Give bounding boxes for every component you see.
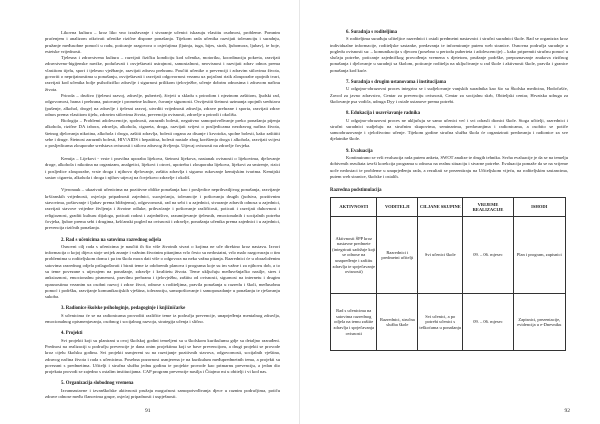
- section-text-edukacija: U odgojno-obrazovni proces ne uključuju se samo učenici već i svi odrasli dionici škole. Stoga učitelji, razrednici i stručni suradnici sudjeluju na stručnim skupovima, seminarima, predavanjima i radionicama, a osobito se potiče samoobrazovanje i cjeloživotno učenje. Tijekom godine stručna služba škola će organizirati predavanja i radionice za sve djelatnike škole.: [330, 117, 568, 142]
- section-text-projekti: Svi projekti koji su planirani u ovoj školskoj godini temeljeni su u školskom kurikulumu gdje su detaljno razrađeni. Prednost na realizaciji u području prevencije je dana onim projektima koji se bave prevencijom, a drugi projekti se provode kroz cijelu školsku godinu. Svi projekti usmjereni su na razvijanje pozitivnih stavova, odgovornosti, socijalnih vještina, zdravog načina života i rada s učenicima. Posebna pozornost usmjerena je na kurikulum međupredmetnih tema, a projekti su povezani s predmetima. Učitelji i stručna služba jednu godinu te projekte provode kao primarnu prevenciju, a jedan dio projekata provodi se zajedno s ostalim institucijama. CAP program prevencije nasilja i Čitajmo mi u obitelji i vi kod nas.: [45, 337, 280, 375]
- section-text-suradnja-roditelji: S roditeljima surađuju učiteljice razrednici i ostali predmetni nastavnici i stručni suradnici škole. Rad se organizira kroz individualne informacije, roditeljske sastanke, predavanja te informiranje putem web stranice. Osnovna područja suradnje u pogledu ovisnosti su: – komunikacija s djecom (posebno u periodu puberteta i adolescencije) – kako pripremiti stručnu pomoć u slučaju potrebe, poticanje zajedničkog provođenja vremena s djetetom, pružanje podrške, prepoznavanje znakova rizičnog ponašanja i djelovanje u suradnji sa školom, poticanje roditelja na uključivanje u rad škole i aktivnosti škole, pravila i granice ponašanja kod kuće.: [330, 36, 568, 73]
- section-heading-suradnja-roditelji: 6. Suradnja s roditeljima: [346, 30, 398, 35]
- right-page: [300, 0, 600, 424]
- section-text-evaluacija: Kontinuirano se vrši evaluacija rada putem anketa, SWOT analize te drugih tehnika. Svrha evaluacije je da se na temelju dobivenih rezultata izvrši korekcija programa u odnosu na realnu situaciju i stvarne potrebe. Evaluacija pomaže da se na vrijeme uoče nedostaci te probleme u unaprjeđenju rada, a rezultati se prezentiraju na Učiteljskom vijeću, na roditeljskim sastancima, putem web stranice, školske i ostalih.: [330, 155, 568, 179]
- header-ishodi: ISHODI: [513, 198, 565, 217]
- paragraph-priroda-drustvo: Priroda – društvo (tjelesni razvoj, zdravlje, pubertet), živjeti u skladu s prirodom i njezinom zaštitom, ljudski rad, odgovornost, hrana i prehrana, putovanje i prometne kulture, čuvanje sigurnosti. Osvijestiti štetnost uzimanja opojnih sredstava (pušenje, alkohol, droge) na zdravlje i tjelesni razvoj, utvrditi vrijednosti zdravlja, zdrave prehrane i sporta, razvijati zdrav odnos prema vlastitom tijelu, zdravim stilovima života, prevencija ovisnosti, zdravlje u prirodi i okolišu.: [45, 92, 280, 117]
- paragraph-biologija: Biologija – Problemi adolescencije, spolnosti, zaraznih bolesti, negativno samopotvrđivanje preko ponašanja pijenja alkohola, rizične DA izbora, zdravlja, alkohola, cigareta, droga, razvijati svijest o posljedicama nezdravog načina života, štetnog djelovanja nikotina, alkohola i droga, zaštiti zdravlja, bolesti organa za disanje i krvotoka, spolne bolesti, kako zaštititi sebe i druge. Štetnost zaraznih bolesti, HIV/AIDS i hepatitisa, bolesti nastale zbog korištenja droga i alkohola, razvijati svijest o posljedicama zlouporabe sredstava ovisnosti i stilova zdravog življenja. Utjecaj ovisnosti na zdravlje čovjeka.: [45, 118, 280, 149]
- paragraph-vjeronauk: Vjeronauk – ukazivati učenicima na pozitivne oblike ponašanja kao i posljedice neprihvatljivog ponašanja, razvijanje kršćanskih vrijednosti, osjećaja pripadnosti zajednici, suosjećanja, tolerancije i poštovanja drugih (judstva, pozitivnim stavovima, poštovanje i ljubav prema bližnjemu), odgovornosti, rad na sebi i u zajednici, stvaranje zdravih odnosa u zajednici, razvijati stavove vrijedne življenja i životne odluke, prihvaćanje i poštovanje različitosti, poticati i razvijati duhovnost i religioznost, graditi kulturu dijaloga, poticati radost i zajedništvo, razumijevanje tjelesnih, emocionalnih i socijalnih potreba čovjeka, ljubav prema sebi i drugima, kršćanski pogled na ovisnosti i zdravlje, ponašanja učenika prema zajednici i u zajednici, prevencija rizičnih ponašanja.: [45, 187, 280, 231]
- header-vrijeme-realizacije: VRIJEME REALIZACIJE: [463, 198, 513, 217]
- table-cell: Razrednici i predmetni učitelji: [377, 217, 418, 294]
- table-cell: 09. – 06. mjesec: [463, 294, 513, 351]
- section-heading-rad-s-ucenicima: 2. Rad s učenicima na satovima razrednog odjela: [61, 237, 162, 243]
- table-cell: Aktivnosti ŠPP kroz nastavne predmete (integrirati sadržaje koji se odnose na unapređenje i zaštitu zdravlja te sprječavanje ovisnosti): [331, 217, 377, 294]
- section-heading-radionice: 3. Radionice školske psihologinje, pedagoginje i knjižničarke: [61, 306, 186, 312]
- section-heading-edukacija: 8. Edukacija i usavršavanje radnika: [346, 111, 420, 117]
- table-cell: Svi učenici, a po potrebi učenici s teškoćama u ponašanju: [418, 294, 463, 351]
- section-text-suradnja-ustanove: U odgojno-obrazovni proces integrira se i sudjelovanje vanjskih suradnika kao što su Školska medicina, Hodočašće, Zavod za javno zdravstvo, Centar za prevenciju ovisnosti, Centar za socijalnu skrb, Obiteljski centar, Hrvatska udruga za školovanje psa vodiča, udruga Dyy i ostale ustanove prema potrebi.: [330, 86, 568, 104]
- section-heading-slobodno-vrijeme: 5. Organizacija slobodnog vremena: [61, 381, 134, 387]
- header-voditelji: VODITELJI: [377, 198, 418, 217]
- table-cell: 09. – 06. mjesec: [463, 217, 513, 294]
- header-aktivnosti: AKTIVNOSTI: [331, 198, 377, 217]
- table-header-row: [331, 198, 566, 217]
- page-number-right: 92: [564, 408, 570, 414]
- paragraph-likovna-kultura: Likovna kultura – kroz liko vno izražavanje i stvaranje učenici iskazuju vlastitu osobnost, probleme. Pomnim praćenjem i analizom otkrivati učenike rizične dispone ponašanja. Tijekom rada učenika razvijati toleranciju i suradnju, pružanje međusobne pomoći u radu, poticanje razgovora o osjećajima (ljutnja, tuga, bijes, strah, ljubomora, ljubav), te boje, estetske vrijednosti.: [45, 30, 280, 54]
- table-row: [331, 217, 566, 294]
- section-heading-suradnja-ustanove: 7. Suradnja s drugim ustanovama i institucijama: [346, 80, 447, 86]
- table-cell: Zapisnici, prezentacije, evidencija u e-Dnevniku: [513, 294, 565, 351]
- paragraph-kemija: Kemija – Lijekovi - vrste i pravilna uporaba lijekova, štetnost lijekova, nastanak ovisnosti o lijekovima, djelovanje droge, alkohola i nikotina na organizam, analgetici, lijekovi i otrovi, upotreba i zlouporaba lijekova, lijekovi za smirenje, rizici i posljedice zlouporabe, vrste droga i njihovo djelovanje, zaštita zdravlja i sigurno rukovanje kemijskim tvarima. Kemijski sastav cigareta, alkohola i droga i njihov utjecaj na čovjekovo zdravlje i okoliš.: [45, 155, 280, 180]
- table-cell: Plan i program, zapisnici: [513, 217, 565, 294]
- section-heading-projekti: 4. Projekti: [61, 331, 83, 337]
- section-text-slobodno-vrijeme: Izvannastavne i izvanškolske aktivnosti pružaju mogućnost samopotvrđivanja djece u raznim područjima, potiču zdrave odnose među članovima grupe, osjećaj pripadnosti i uspješnosti.: [45, 387, 280, 400]
- activities-table: [330, 197, 566, 351]
- table-cell: Razrednici, stručna služba škole: [377, 294, 418, 351]
- section-text-radionice: S učenicima će se na radionicama provoditi različite teme iz područja prevencije, unaprjeđenja mentalnog zdravlja, emocionalnog opismenjavanja, osobnog i socijalnog razvoja, strategija učenja i slično.: [45, 312, 280, 325]
- table-title: Razredna podstimulacija: [330, 188, 382, 194]
- page-number-left: 91: [145, 408, 151, 414]
- section-heading-evaluacija: 9. Evaluacija: [346, 148, 373, 154]
- table-cell: Svi učenici škole: [418, 217, 463, 294]
- table-cell: Rad s učenicima na satovima razrednog odjela na temu zaštite zdravlja i sprječavanja ovisnosti: [331, 294, 377, 351]
- section-text-rad-s-ucenicima: Osnovni cilj rada s učenicima je naučiti ih što više životnih stvari o kojima ne uče direktno kroz nastavu. Izvori informacija o kojoj dijeca stoje uvijek znanje i važnim životnim pitanjima vrlo često su nedostatni, vrlo malo razgovaraju o tim problemima u roditeljskom domu i pa im škola mora dati više o odgovora na neka važna pitanja. Razrednici će u obrazloženim satovima razrednog odjela prilagođavati i birati teme iz odobrenih planova i programa koje su im važne i za njihovu dob, a to su teme povezane s utjecajem na ponašanje, zdravlje i kvalitetu života. Teme uključuju međuvršnjačko nasilje, stres i anksioznost, emocionalnu pismenost, pravilnu prehranu i tjelovježbu, zaštitu od ovisnosti, sigurnost na internetu i drugim opasnostima vezanim uz osobni razvoj i zdrav život, odnose s roditeljima, pravila ponašanja u razredu i školi, međusobnu pomoć i podršku, razvijanje komunikacijskih vještina, toleranciju, samopoštovanje i samopouzdanje u ponašanju te rješavanju sukoba.: [45, 243, 280, 300]
- table-row: [331, 294, 566, 351]
- header-ciljane-skupine: CILJANE SKUPINE: [418, 198, 463, 217]
- paragraph-tzk: Tjelesna i zdravstvena kultura – razvijati fizičku kondiciju kod učenika, motoriku, koordinaciju pokreta, razvijati zdravstveno-higijenske navike, podučavati i osvještavati ustrajnost, samostalnost, neovisnost i razvijati zdrav odnos prema vlastitom tijelu, sport i tjelesno vježbanje, razvijati zdravu prehranu. Poučiti učenike o prevenciji i zdravim stilovima života, govoriti o neprijatnostima u ponašanju, osviještavati i razvijati odgovornost vezanu uz pojačani rizik zlouporabe opojnih tvari, razvijati kod učenika bolje psihofizičko zdravlje i sigurnost prilikom tjelovježbe, učenje dobrim odnosima i zdravom načinu života.: [45, 55, 280, 92]
